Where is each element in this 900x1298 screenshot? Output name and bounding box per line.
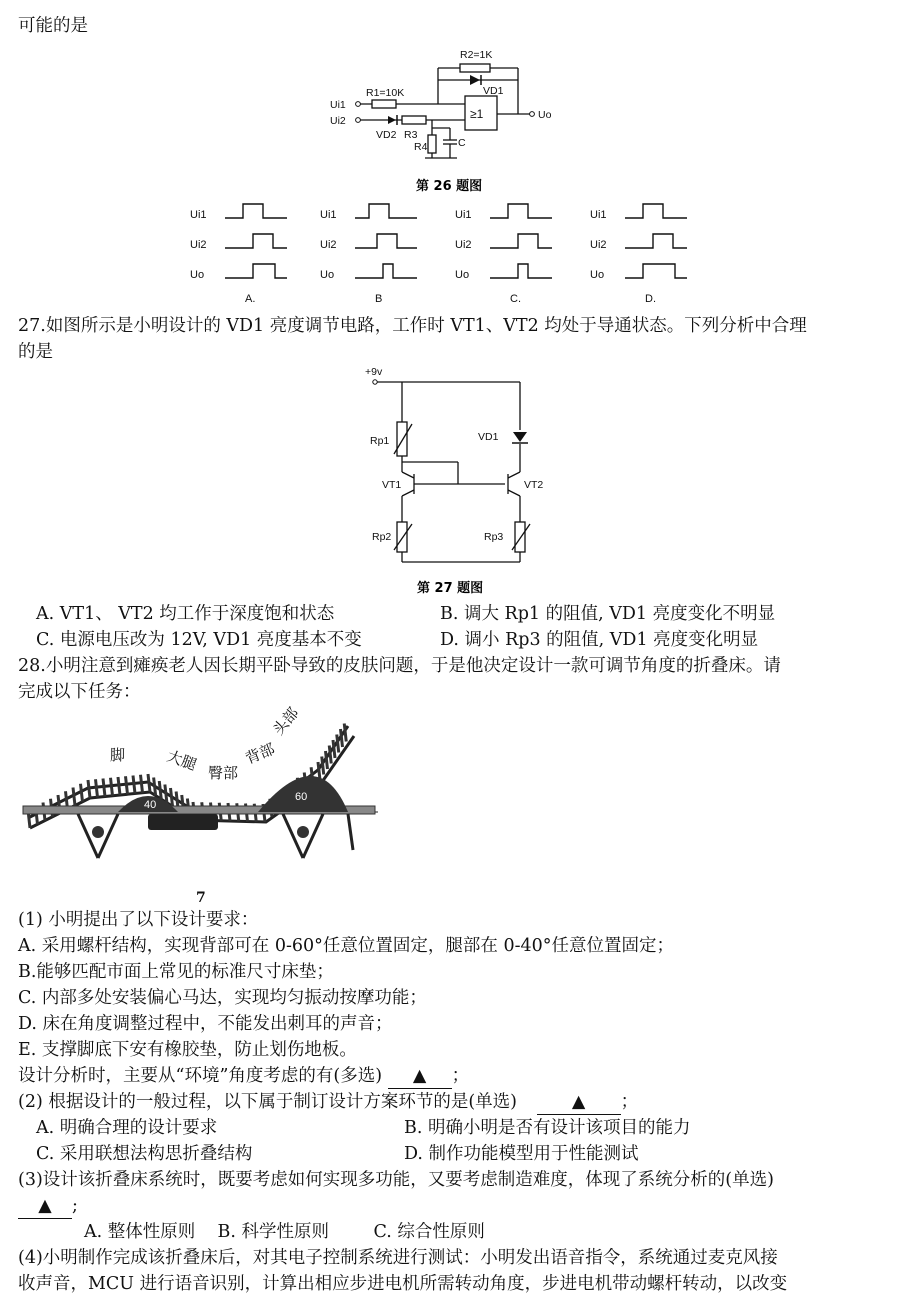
bed-slat bbox=[333, 740, 335, 758]
q26-circuit bbox=[320, 40, 580, 200]
q28-part2-answer-blank[interactable] bbox=[537, 1090, 621, 1115]
q27-option-d: D. 调小 Rp3 的阻值, VD1 亮度变化明显 bbox=[440, 630, 759, 650]
waveform-option-label[interactable]: A. bbox=[245, 293, 256, 305]
bed-slat bbox=[148, 774, 150, 792]
bed-slat bbox=[141, 775, 143, 793]
waveform-trace bbox=[225, 204, 287, 218]
q26-label-uo: Uo bbox=[538, 109, 552, 121]
waveform-signal-label: Uo bbox=[320, 269, 335, 281]
waveform-option-label[interactable]: D. bbox=[645, 293, 656, 305]
q28-part2-question bbox=[18, 1090, 638, 1115]
waveform-trace bbox=[490, 264, 552, 278]
waveform-trace bbox=[355, 264, 417, 278]
q28-part1-semicolon: ； bbox=[451, 1066, 470, 1086]
bed-label-hip: 臀部 bbox=[208, 765, 239, 782]
q28-part3-answer-blank[interactable] bbox=[18, 1194, 72, 1219]
bed-label-head: 头部 bbox=[270, 704, 303, 739]
q28-part2-question-text: (2) 根据设计的一般过程，以下属于制订设计方案环节的是(单选) bbox=[18, 1092, 518, 1112]
waveform-signal-label: Uo bbox=[590, 269, 605, 281]
waveform-trace bbox=[355, 234, 417, 248]
q27-option-b: B. 调大 Rp1 的阻值, VD1 亮度变化不明显 bbox=[440, 604, 776, 624]
q27-label-rp3: Rp3 bbox=[484, 531, 504, 543]
q26-label-vd2: VD2 bbox=[376, 129, 397, 141]
q26-label-r2: R2=1K bbox=[460, 49, 493, 61]
bed-slat bbox=[96, 779, 98, 797]
bed-slat bbox=[322, 757, 324, 775]
bed-label-foot: 脚 bbox=[110, 747, 126, 764]
bed-slat bbox=[165, 785, 167, 803]
q27-label-rp1: Rp1 bbox=[370, 435, 390, 447]
bed-angle-40: 40 bbox=[144, 799, 157, 811]
waveform-signal-label: Ui2 bbox=[320, 239, 337, 251]
bed-slat bbox=[73, 788, 75, 806]
q28-stem-line1: 28.小明注意到瘫痪老人因长期平卧导致的皮肤问题，于是他决定设计一款可调节角度的折叠床。请 bbox=[18, 656, 781, 676]
waveform-trace bbox=[490, 234, 552, 248]
q28-part2-option-b: B. 明确小明是否有设计该项目的能力 bbox=[404, 1118, 691, 1138]
q28-stem-line2: 完成以下任务： bbox=[18, 682, 141, 702]
q27-label-vd1: VD1 bbox=[478, 431, 499, 443]
waveform-trace bbox=[355, 204, 417, 218]
q28-part3-options: A. 整体性原则 B. 科学性原则 C. 综合性原则 bbox=[84, 1222, 485, 1242]
waveform-trace bbox=[225, 264, 287, 278]
waveform-option-label[interactable]: C. bbox=[510, 293, 521, 305]
q28-part4-line1: (4)小明制作完成该折叠床后，对其电子控制系统进行测试：小明发出语音指令，系统通过麦克风接 bbox=[18, 1248, 778, 1268]
waveform-signal-label: Uo bbox=[455, 269, 470, 281]
page-number: 7 bbox=[196, 890, 206, 906]
bed-angle-60: 60 bbox=[295, 791, 308, 803]
q26-waveforms bbox=[190, 196, 710, 311]
q28-part3-question: (3)设计该折叠床系统时，既要考虑如何实现多功能，又要考虑制造难度，体现了系统分析的(单选) bbox=[18, 1170, 774, 1190]
waveform-trace bbox=[625, 234, 687, 248]
q28-req-a: A. 采用螺杆结构，实现背部可在 0-60°任意位置固定，腿部在 0-40°任意位置固定； bbox=[18, 936, 675, 956]
bed-slat bbox=[103, 779, 105, 797]
q27-circuit bbox=[360, 362, 560, 602]
q27-stem-line2: 的是 bbox=[18, 342, 53, 362]
q28-part2-option-a: A. 明确合理的设计要求 bbox=[36, 1118, 218, 1138]
bed-slat bbox=[159, 781, 161, 799]
q27-label-rp2: Rp2 bbox=[372, 531, 392, 543]
q27-label-vt2: VT2 bbox=[524, 479, 544, 491]
q27-label-supply: +9v bbox=[365, 366, 383, 378]
q26-label-ui2: Ui2 bbox=[330, 115, 346, 127]
q28-part4-line2: 收声音，MCU 进行语音识别，计算出相应步进电机所需转动角度，步进电机带动螺杆转动，以改变 bbox=[18, 1274, 788, 1294]
q28-req-d: D. 床在角度调整过程中，不能发出刺耳的声音； bbox=[18, 1014, 393, 1034]
q27-option-a: A. VT1、 VT2 均工作于深度饱和状态 bbox=[36, 604, 335, 624]
q28-req-c: C. 内部多处安装偏心马达，实现均匀振动按摩功能； bbox=[18, 988, 427, 1008]
bed-label-thigh: 大腿 bbox=[164, 747, 199, 775]
bed-slat bbox=[329, 746, 331, 764]
q28-part1-intro: (1) 小明提出了以下设计要求： bbox=[18, 910, 259, 930]
q26-gate-symbol: ≥1 bbox=[470, 107, 484, 121]
q27-stem-line1: 27.如图所示是小明设计的 VD1 亮度调节电路，工作时 VT1、VT2 均处于导通状态。下列分析中合理 bbox=[18, 316, 807, 336]
waveform-signal-label: Ui2 bbox=[190, 239, 207, 251]
answer-mark: ▲ bbox=[412, 1066, 427, 1086]
waveform-signal-label: Uo bbox=[190, 269, 205, 281]
q26-label-vd1: VD1 bbox=[483, 85, 504, 97]
q27-option-c: C. 电源电压改为 12V, VD1 亮度基本不变 bbox=[36, 630, 362, 650]
q28-req-b: B.能够匹配市面上常见的标准尺寸床垫； bbox=[18, 962, 334, 982]
bed-slat bbox=[81, 784, 83, 802]
bed-slat bbox=[344, 724, 346, 742]
q26-caption: 第 26 题图 bbox=[416, 179, 483, 194]
q28-part1-question-text: 设计分析时，主要从“环境”角度考虑的有(多选) bbox=[18, 1066, 383, 1086]
bed-illustration bbox=[18, 700, 398, 880]
waveform-trace bbox=[225, 234, 287, 248]
bed-slat bbox=[126, 776, 128, 794]
bed-slat bbox=[111, 778, 113, 796]
q27-label-vt1: VT1 bbox=[382, 479, 402, 491]
q28-req-e: E. 支撑脚底下安有橡胶垫，防止划伤地板。 bbox=[18, 1040, 357, 1060]
waveform-option-label[interactable]: B bbox=[375, 293, 383, 305]
waveform-trace bbox=[625, 264, 687, 278]
q28-part3-semicolon: ; bbox=[72, 1196, 78, 1216]
bed-slat bbox=[118, 777, 120, 795]
answer-mark: ▲ bbox=[571, 1092, 586, 1112]
bed-slat bbox=[171, 788, 173, 806]
q26-label-r4: R4 bbox=[414, 141, 428, 153]
waveform-signal-label: Ui1 bbox=[190, 209, 207, 221]
q26-tail-text: 可能的是 bbox=[18, 16, 88, 36]
bed-slat bbox=[154, 778, 156, 796]
waveform-signal-label: Ui2 bbox=[590, 239, 607, 251]
waveform-signal-label: Ui2 bbox=[455, 239, 472, 251]
q28-part1-question bbox=[18, 1064, 469, 1089]
q26-label-c: C bbox=[458, 137, 466, 149]
bed-slat bbox=[337, 735, 339, 753]
q26-label-r1: R1=10K bbox=[366, 87, 405, 99]
bed-label-back: 背部 bbox=[243, 740, 278, 768]
bed-slat bbox=[88, 780, 90, 798]
q26-label-ui1: Ui1 bbox=[330, 99, 346, 111]
q27-caption: 第 27 题图 bbox=[417, 581, 484, 596]
waveform-trace bbox=[490, 204, 552, 218]
waveform-signal-label: Ui1 bbox=[590, 209, 607, 221]
bed-slat bbox=[133, 776, 135, 794]
waveform-signal-label: Ui1 bbox=[455, 209, 472, 221]
q28-part2-option-c: C. 采用联想法构思折叠结构 bbox=[36, 1144, 253, 1164]
bed-slat bbox=[341, 729, 343, 747]
q28-part2-semicolon: ； bbox=[620, 1092, 639, 1112]
q28-part1-answer-blank[interactable] bbox=[388, 1064, 452, 1089]
q28-part3-blank-line bbox=[18, 1194, 78, 1219]
waveform-signal-label: Ui1 bbox=[320, 209, 337, 221]
q26-label-r3: R3 bbox=[404, 129, 418, 141]
waveform-trace bbox=[625, 204, 687, 218]
q28-part2-option-d: D. 制作功能模型用于性能测试 bbox=[404, 1144, 639, 1164]
bed-slat bbox=[326, 751, 328, 769]
answer-mark: ▲ bbox=[38, 1196, 52, 1216]
